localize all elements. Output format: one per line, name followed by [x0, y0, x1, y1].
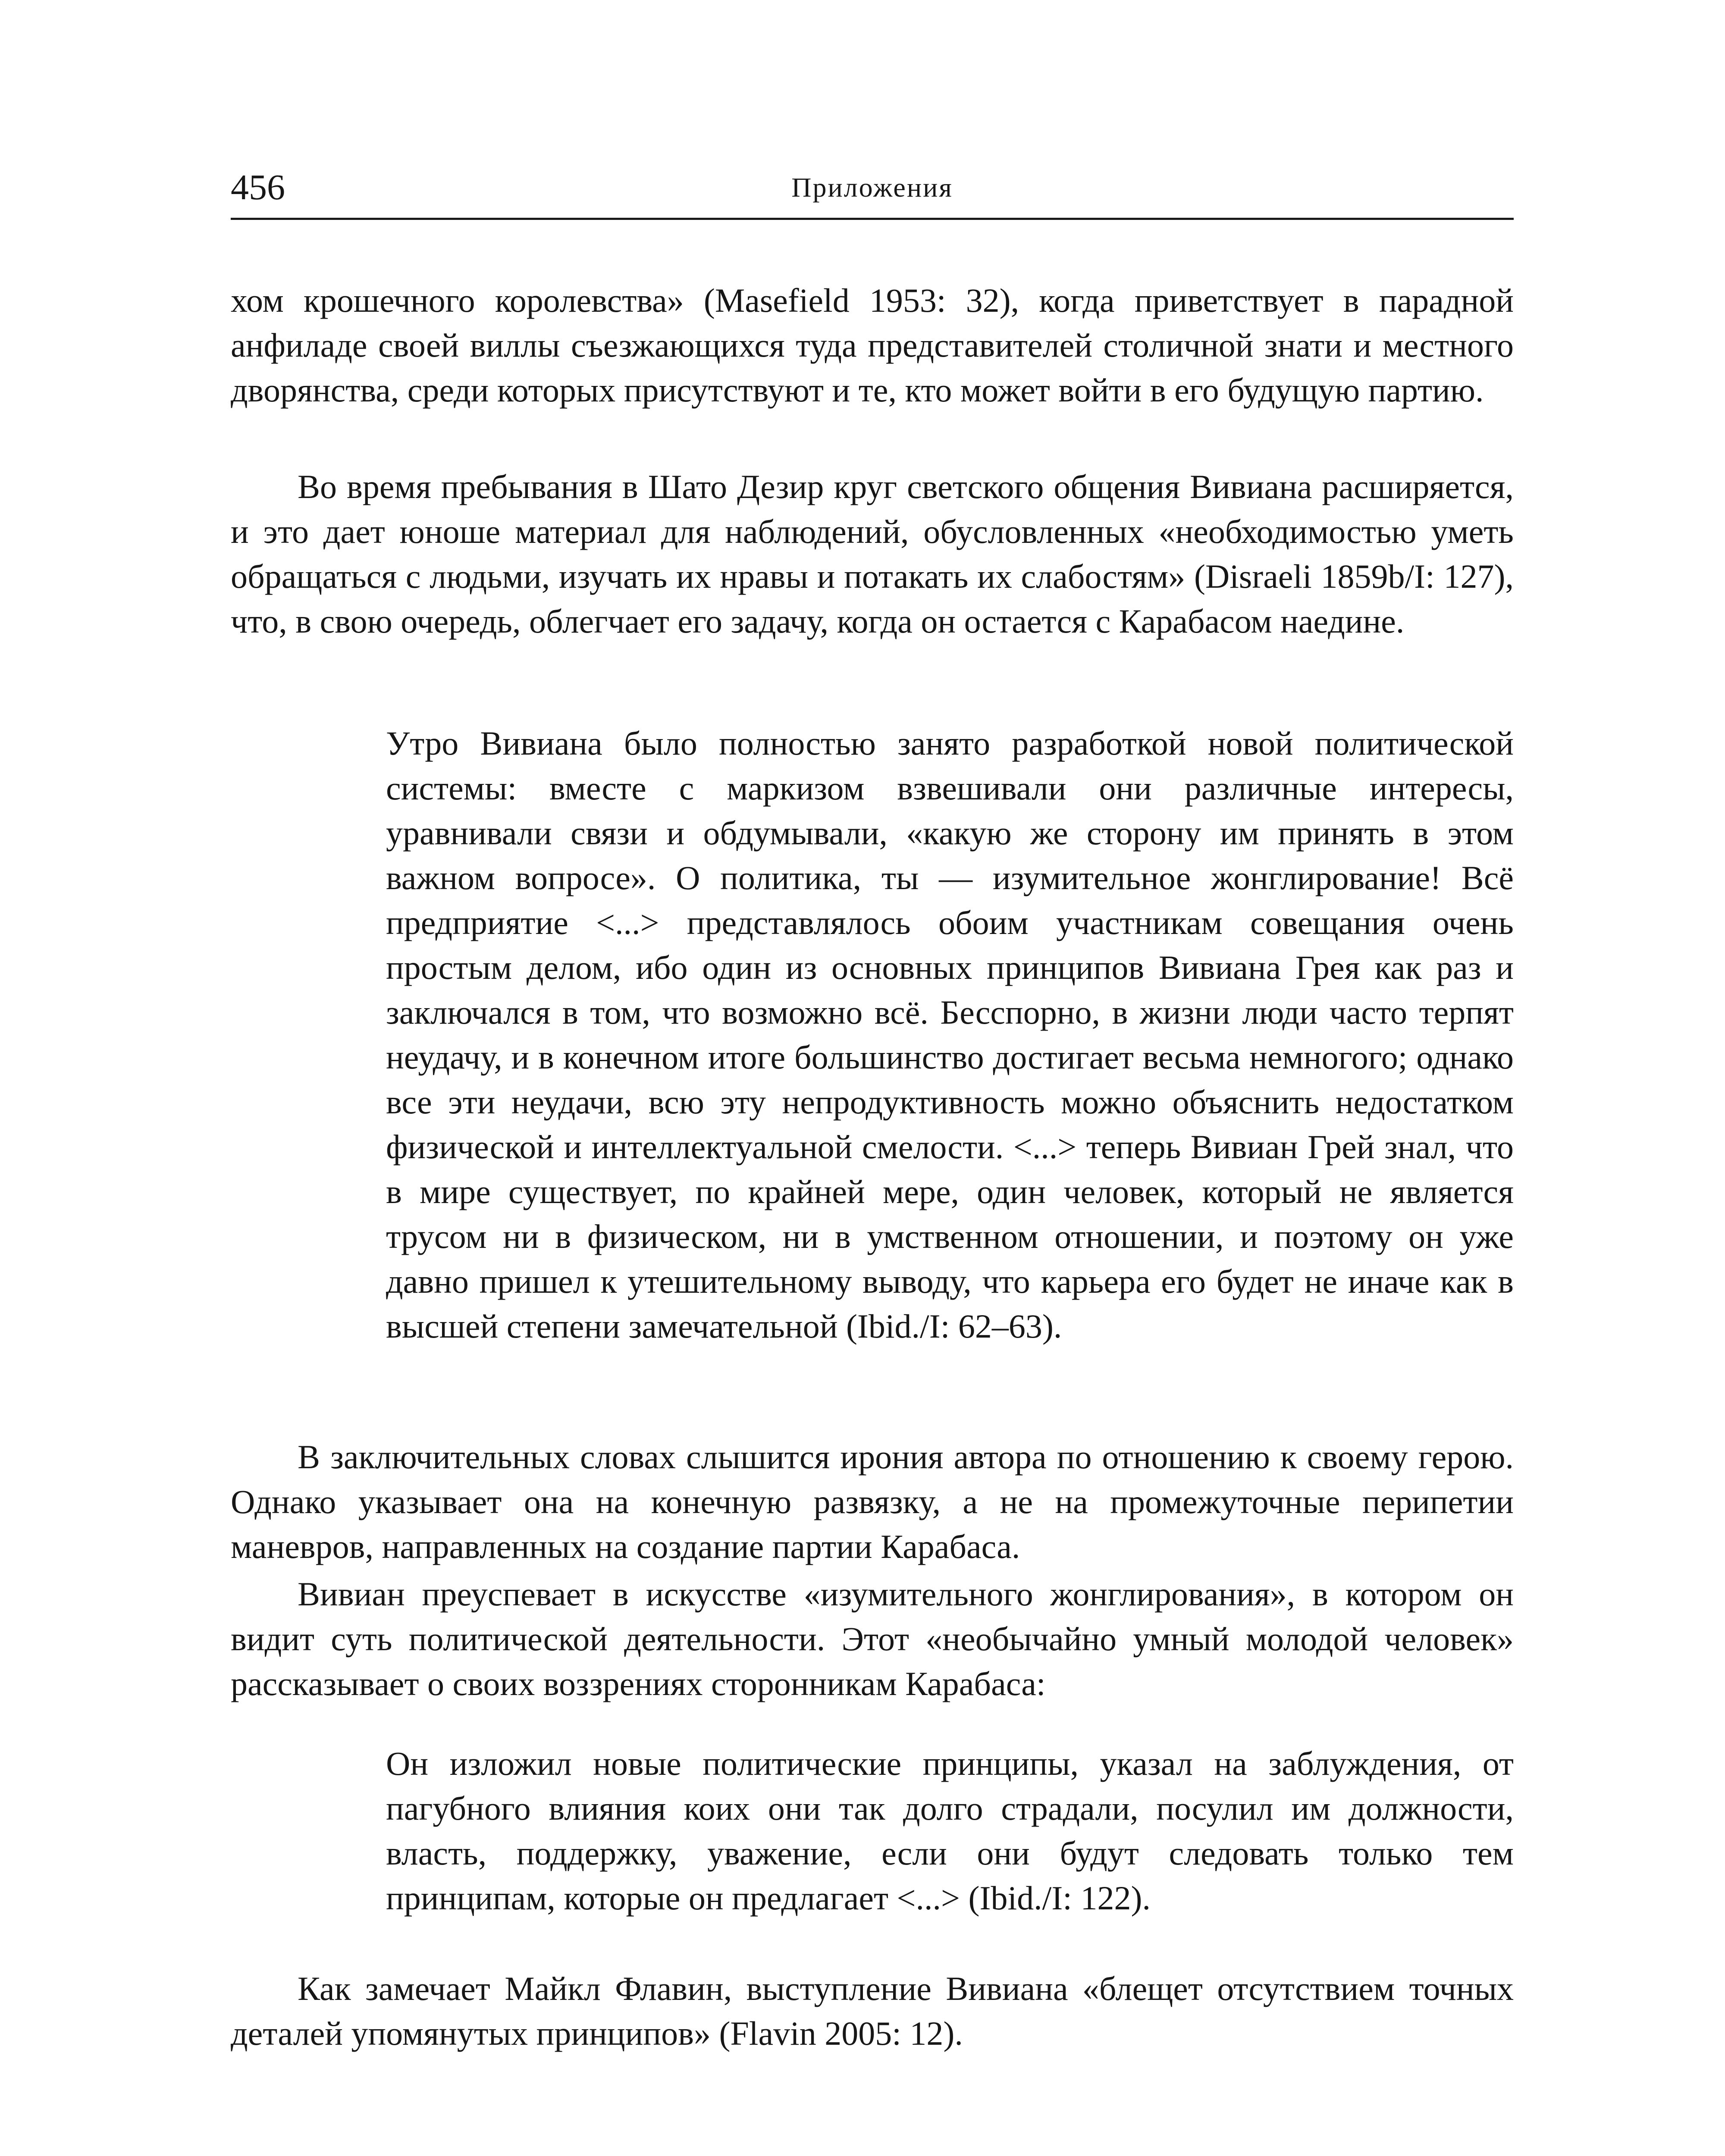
paragraph-text: Во время пребывания в Шато Дезир круг светского общения Вивиана расширяется, и это дает юноше материал для наблюдений, обусловленных «необходимостью уметь обращаться с людьми, изучать их нравы и потакать их слабостям» (Disraeli 1859b/I: 127), что, в свою очередь, облегчает его задачу, когда он остается с Карабасом наедине.	[231, 468, 1514, 640]
page-number: 456	[231, 167, 285, 207]
paragraph-text: Вивиан преуспевает в искусстве «изумительного жонглирования», в котором он видит суть политической деятельности. Этот «необычайно умный молодой человек» рассказывает о своих воззрениях сторонникам Карабаса:	[231, 1575, 1514, 1702]
paragraph-text: Как замечает Майкл Флавин, выступление Вивиана «блещет отсутствием точных деталей упомянутых принципов» (Flavin 2005: 12).	[231, 1970, 1514, 2052]
block-quote-politics	[386, 721, 1514, 1349]
paragraph-continued	[231, 278, 1514, 413]
paragraph-juggling	[231, 1572, 1514, 1706]
header-rule	[231, 218, 1514, 220]
paragraph-text: В заключительных словах слышится ирония автора по отношению к своему герою. Однако указывает она на конечную развязку, а не на промежуточные перипетии маневров, направленных на создание партии Карабаса.	[231, 1438, 1514, 1565]
paragraph-irony	[231, 1435, 1514, 1569]
paragraph-text: хом крошечного королевства» (Masefield 1953: 32), когда приветствует в парадной анфиладе своей виллы съезжающихся туда представителей столичной знати и местного дворянства, среди которых присутствуют и те, кто может войти в его будущую партию.	[231, 282, 1514, 409]
block-quote-principles	[386, 1741, 1514, 1921]
quote-text: Он изложил новые политические принципы, указал на заблуждения, от пагубного влияния коих они так долго страдали, посулил им должности, власть, поддержку, уважение, если они будут следовать только тем принципам, которые он предлагает <...> (Ibid./I: 122).	[386, 1745, 1514, 1917]
section-title: Приложения	[791, 172, 953, 203]
paragraph-flavin	[231, 1966, 1514, 2056]
paragraph-chateau-desir	[231, 464, 1514, 644]
quote-text: Утро Вивиана было полностью занято разработкой новой политической системы: вместе с маркизом взвешивали они различные интересы, уравнивали связи и обдумывали, «какую же сторону им принять в этом важном вопросе». О политика, ты — изумительное жонглирование! Всё предприятие <...> представлялось обоим участникам совещания очень простым делом, ибо один из основных принципов Вивиана Грея как раз и заключался в том, что возможно всё. Бесспорно, в жизни люди часто терпят неудачу, и в конечном итоге большинство достигает весьма немногого; однако все эти неудачи, всю эту непродуктивность можно объяснить недостатком физической и интеллектуальной смелости. <...> теперь Вивиан Грей знал, что в мире существует, по крайней мере, один человек, который не является трусом ни в физическом, ни в умственном отношении, и поэтому он уже давно пришел к утешительному выводу, что карьера его будет не иначе как в высшей степени замечательной (Ibid./I: 62–63).	[386, 724, 1514, 1345]
running-head	[231, 166, 1514, 218]
